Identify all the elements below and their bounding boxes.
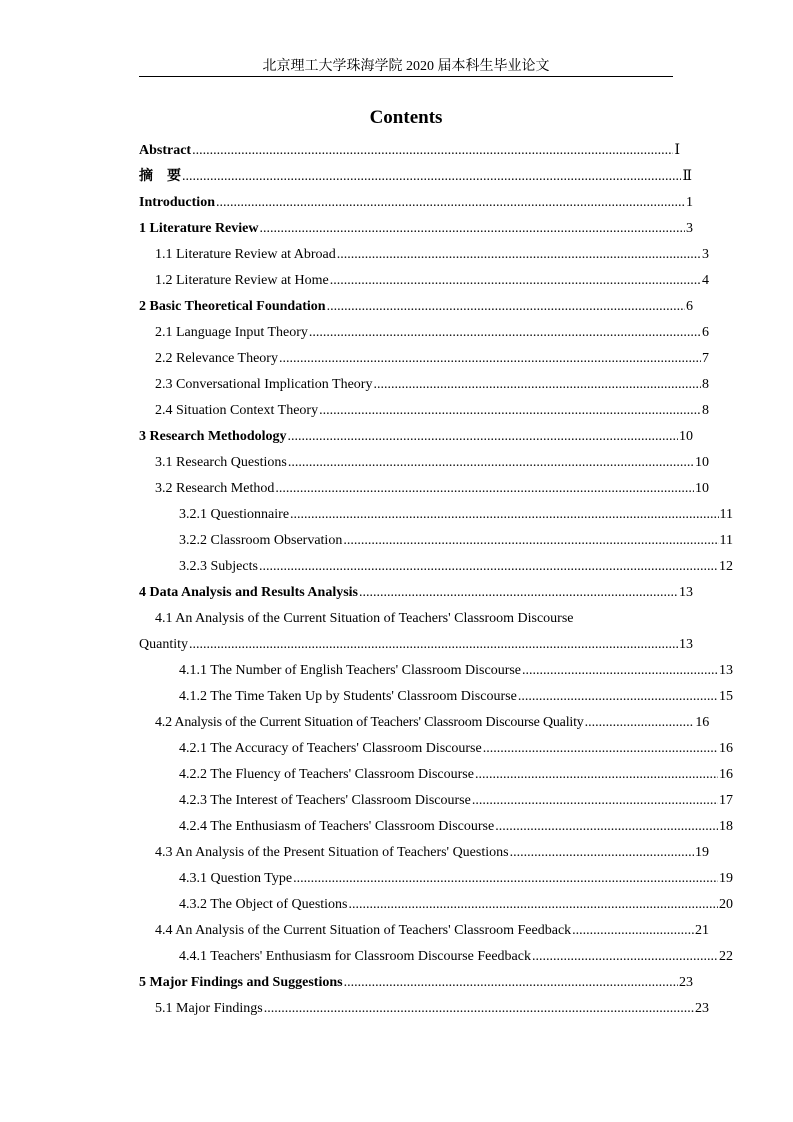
toc-entry-3-2-3[interactable]	[139, 554, 733, 580]
toc-entry-4-4[interactable]	[139, 918, 709, 944]
toc-entry-3-2-2[interactable]	[139, 528, 733, 554]
toc-entry-abstract[interactable]	[139, 138, 688, 164]
toc-entry-chapter-5[interactable]	[139, 970, 693, 996]
toc-entry-label: 5 Major Findings and Suggestions	[139, 975, 343, 990]
toc-entry-chapter-3[interactable]	[139, 424, 693, 450]
toc-page-number: 21	[695, 923, 709, 938]
toc-entry-2-1[interactable]	[139, 320, 709, 346]
dot-leader	[259, 554, 718, 580]
toc-entry-label: 4.1.2 The Time Taken Up by Students' Classroom Discourse	[179, 689, 517, 704]
toc-page-number: 19	[719, 871, 733, 886]
toc-page-number: 8	[702, 377, 709, 392]
dot-leader	[275, 476, 694, 502]
toc-entry-label: 4.2 Analysis of the Current Situation of Teachers' Classroom Discourse Quality	[155, 715, 584, 730]
dot-leader	[319, 398, 701, 424]
toc-entry-introduction[interactable]	[139, 190, 693, 216]
toc-page-number: 13	[679, 637, 693, 652]
dot-leader	[522, 658, 718, 684]
toc-entry-2-2[interactable]	[139, 346, 709, 372]
toc-entry-1-1[interactable]	[139, 242, 709, 268]
toc-entry-label: 4.3.1 Question Type	[179, 871, 293, 886]
toc-entry-4-2-1[interactable]	[139, 736, 733, 762]
toc-entry-label: 2 Basic Theoretical Foundation	[139, 299, 326, 314]
dot-leader	[182, 164, 681, 190]
dot-leader	[309, 320, 701, 346]
toc-entry-label: 2.4 Situation Context Theory	[155, 403, 319, 418]
toc-entry-label: 2.2 Relevance Theory	[155, 351, 278, 366]
dot-leader	[572, 918, 694, 944]
toc-entry-chapter-1[interactable]	[139, 216, 693, 242]
dot-leader	[483, 736, 718, 762]
toc-entry-chinese-abstract[interactable]	[139, 164, 692, 190]
toc-entry-4-3-1[interactable]	[139, 866, 733, 892]
toc-entry-label: 4.2.3 The Interest of Teachers' Classroom Discourse	[179, 793, 471, 808]
toc-entry-label: 3.2.3 Subjects	[179, 559, 258, 574]
dot-leader	[344, 970, 678, 996]
toc-page-number: 17	[719, 793, 733, 808]
toc-entry-chapter-2[interactable]	[139, 294, 693, 320]
dot-leader	[279, 346, 701, 372]
toc-page-number: 8	[702, 403, 709, 418]
dot-leader	[216, 190, 685, 216]
toc-entry-label: 3 Research Methodology	[139, 429, 287, 444]
toc-entry-label: 4.2.4 The Enthusiasm of Teachers' Classroom Discourse	[179, 819, 495, 834]
toc-entry-label-line1: 4.1 An Analysis of the Current Situation of Teachers' Classroom Discourse	[155, 611, 574, 626]
running-header: 北京理工大学珠海学院 2020 届本科生毕业论文	[262, 59, 550, 74]
dot-leader	[472, 788, 718, 814]
toc-entry-label: 4.4.1 Teachers' Enthusiasm for Classroom Discourse Feedback	[179, 949, 531, 964]
toc-entry-4-2-4[interactable]	[139, 814, 733, 840]
dot-leader	[327, 294, 685, 320]
table-of-contents	[139, 138, 733, 1022]
toc-entry-label: Abstract	[139, 143, 192, 158]
dot-leader	[290, 502, 718, 528]
toc-entry-label: 5.1 Major Findings	[155, 1001, 263, 1016]
toc-page-number: 12	[719, 559, 733, 574]
toc-page-number: 15	[719, 689, 733, 704]
toc-entry-4-3[interactable]	[139, 840, 709, 866]
toc-page-number: 16	[719, 741, 733, 756]
toc-entry-label: 1 Literature Review	[139, 221, 259, 236]
toc-entry-4-1[interactable]	[139, 606, 693, 658]
toc-page-number: Ⅰ	[674, 143, 680, 158]
toc-page-number: 7	[702, 351, 709, 366]
toc-entry-5-1[interactable]	[139, 996, 709, 1022]
dot-leader	[293, 866, 718, 892]
toc-entry-3-2[interactable]	[139, 476, 709, 502]
dot-leader	[192, 138, 673, 164]
toc-page-number: 10	[679, 429, 693, 444]
toc-entry-1-2[interactable]	[139, 268, 709, 294]
toc-entry-label: 1.1 Literature Review at Abroad	[155, 247, 336, 262]
dot-leader	[510, 840, 694, 866]
dot-leader	[349, 892, 719, 918]
toc-entry-4-3-2[interactable]	[139, 892, 733, 918]
dot-leader	[288, 450, 694, 476]
dot-leader	[359, 580, 678, 606]
toc-page-number: 18	[719, 819, 733, 834]
toc-entry-label: 1.2 Literature Review at Home	[155, 273, 329, 288]
toc-page-number: 20	[719, 897, 733, 912]
toc-entry-4-2-3[interactable]	[139, 788, 733, 814]
toc-entry-label: 3.2.1 Questionnaire	[179, 507, 290, 522]
dot-leader	[495, 814, 718, 840]
toc-entry-label: Introduction	[139, 195, 215, 210]
toc-entry-3-1[interactable]	[139, 450, 709, 476]
toc-page-number: 6	[702, 325, 709, 340]
toc-page-number: 1	[686, 195, 693, 210]
toc-page-number: Ⅱ	[682, 169, 692, 184]
toc-entry-3-2-1[interactable]	[139, 502, 733, 528]
dot-leader	[337, 242, 701, 268]
dot-leader	[518, 684, 718, 710]
dot-leader	[343, 528, 718, 554]
toc-page-number: 19	[695, 845, 709, 860]
toc-page-number: 4	[702, 273, 709, 288]
dot-leader	[189, 632, 678, 658]
toc-page-number: 13	[679, 585, 693, 600]
dot-leader	[330, 268, 701, 294]
toc-entry-label: 4.2.2 The Fluency of Teachers' Classroom Discourse	[179, 767, 474, 782]
toc-entry-4-2[interactable]	[139, 710, 709, 736]
toc-page-number: 10	[695, 455, 709, 470]
toc-entry-label: 2.1 Language Input Theory	[155, 325, 308, 340]
toc-entry-label: 3.1 Research Questions	[155, 455, 287, 470]
toc-entry-chapter-4[interactable]	[139, 580, 693, 606]
toc-page-number: 3	[686, 221, 693, 236]
toc-entry-4-1-1[interactable]	[139, 658, 733, 684]
toc-entry-label: 4.2.1 The Accuracy of Teachers' Classroom Discourse	[179, 741, 482, 756]
toc-entry-label-line2: Quantity	[139, 637, 188, 652]
dot-leader	[585, 710, 695, 736]
toc-entry-4-4-1[interactable]	[139, 944, 733, 970]
toc-entry-2-3[interactable]	[139, 372, 709, 398]
dot-leader	[475, 762, 718, 788]
toc-page-number: 23	[695, 1001, 709, 1016]
toc-entry-4-2-2[interactable]	[139, 762, 733, 788]
toc-page-number: 23	[679, 975, 693, 990]
toc-page-number: 16	[719, 767, 733, 782]
toc-entry-label: 2.3 Conversational Implication Theory	[155, 377, 373, 392]
toc-page-number: 16	[695, 715, 709, 730]
header-rule	[139, 76, 673, 77]
toc-entry-4-1-2[interactable]	[139, 684, 733, 710]
page-title: Contents	[369, 107, 443, 128]
toc-page-number: 11	[719, 507, 733, 522]
toc-entry-label: 4.1.1 The Number of English Teachers' Classroom Discourse	[179, 663, 522, 678]
toc-entry-label: 3.2.2 Classroom Observation	[179, 533, 343, 548]
dot-leader	[373, 372, 701, 398]
dot-leader	[532, 944, 718, 970]
toc-page-number: 3	[702, 247, 709, 262]
dot-leader	[264, 996, 694, 1022]
toc-page-number: 6	[686, 299, 693, 314]
dot-leader	[288, 424, 679, 450]
toc-page-number: 13	[719, 663, 733, 678]
dot-leader	[259, 216, 685, 242]
toc-entry-label: 4.4 An Analysis of the Current Situation of Teachers' Classroom Feedback	[155, 923, 572, 938]
toc-page-number: 11	[719, 533, 733, 548]
toc-entry-label: 摘 要	[139, 169, 181, 184]
toc-page-number: 10	[695, 481, 709, 496]
toc-entry-label: 4 Data Analysis and Results Analysis	[139, 585, 359, 600]
toc-entry-label: 3.2 Research Method	[155, 481, 275, 496]
toc-entry-2-4[interactable]	[139, 398, 709, 424]
toc-page-number: 22	[719, 949, 733, 964]
toc-entry-label: 4.3 An Analysis of the Present Situation of Teachers' Questions	[155, 845, 509, 860]
toc-entry-label: 4.3.2 The Object of Questions	[179, 897, 348, 912]
